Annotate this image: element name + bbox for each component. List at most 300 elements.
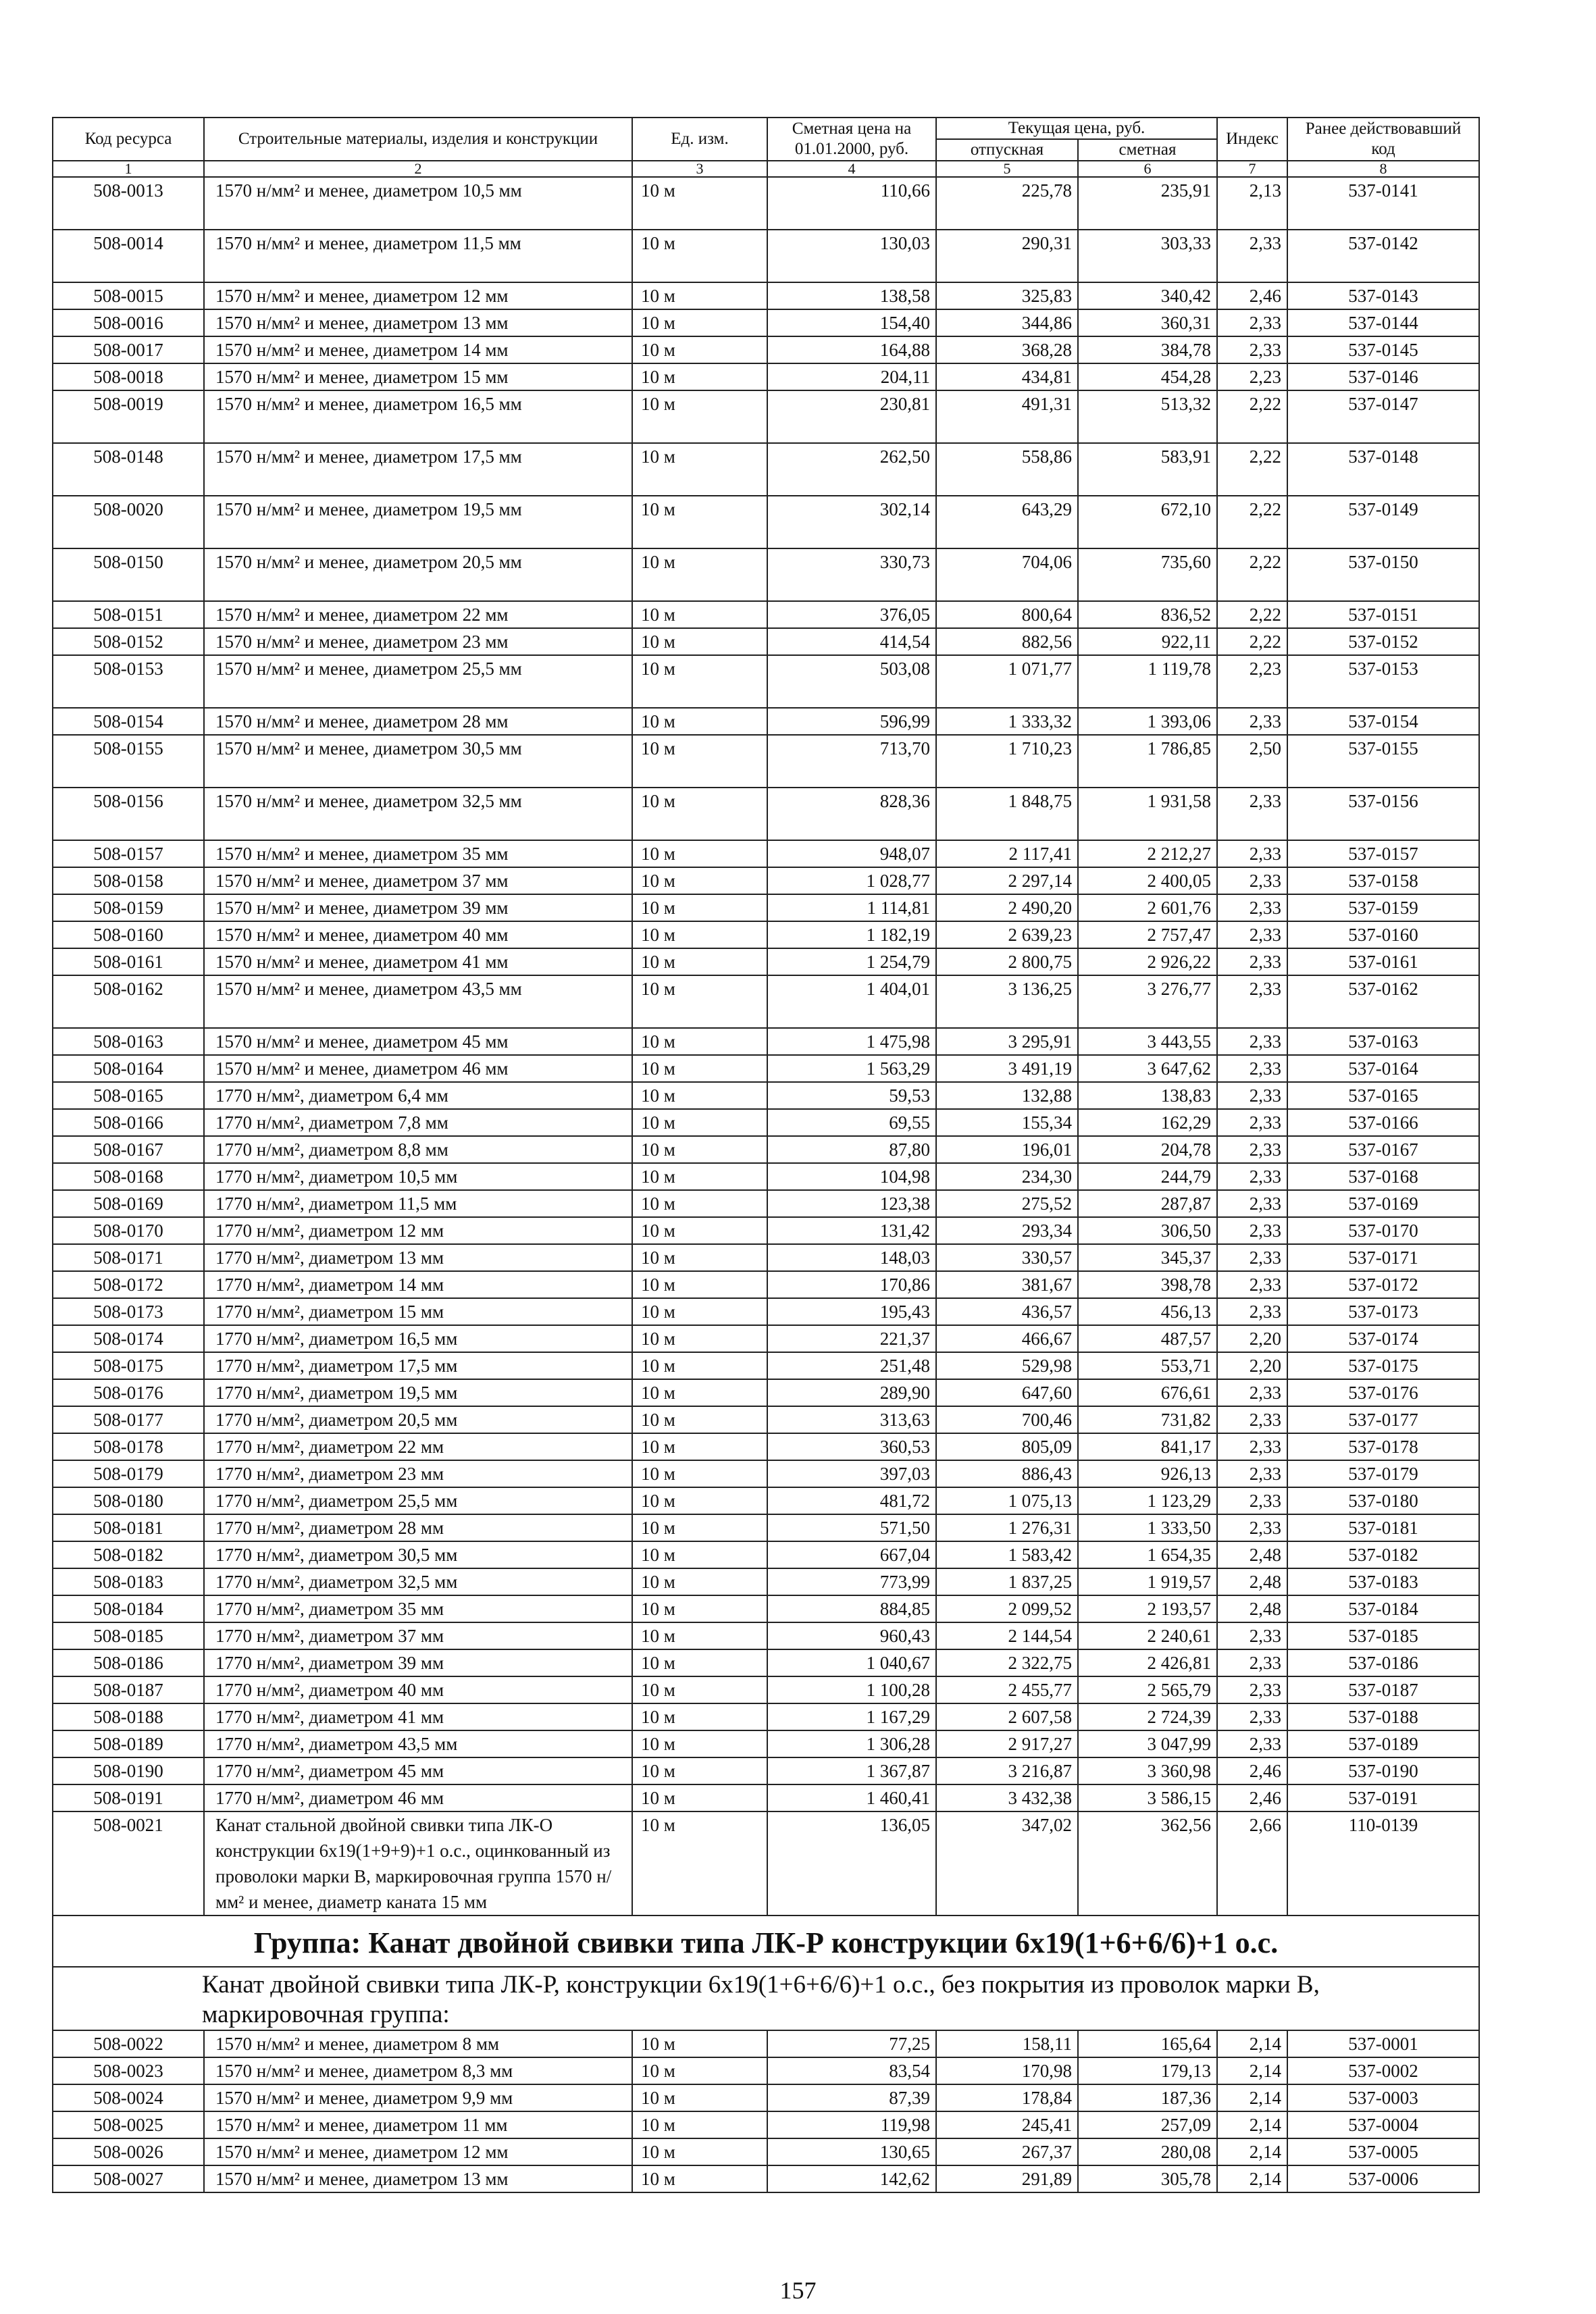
material-name-cell: 1770 н/мм², диаметром 23 мм: [204, 1460, 632, 1487]
release-price-cell: 132,88: [936, 1082, 1078, 1109]
base-price-cell: 77,25: [767, 2030, 936, 2057]
material-name-cell: 1770 н/мм², диаметром 22 мм: [204, 1433, 632, 1460]
group-title-row: [53, 1916, 1479, 1967]
previous-code-cell: 537-0158: [1287, 867, 1479, 894]
release-price-cell: 275,52: [936, 1190, 1078, 1217]
base-price-cell: 1 028,77: [767, 867, 936, 894]
index-cell: 2,33: [1217, 1136, 1287, 1163]
table-row: [53, 1730, 1479, 1757]
base-price-cell: 503,08: [767, 655, 936, 708]
base-price-cell: 828,36: [767, 788, 936, 840]
index-cell: 2,23: [1217, 655, 1287, 708]
estimate-price-cell: 306,50: [1078, 1217, 1217, 1244]
table-row: [53, 1109, 1479, 1136]
resource-code-cell: 508-0023: [53, 2057, 204, 2084]
base-price-cell: 230,81: [767, 390, 936, 443]
unit-cell: 10 м: [632, 1514, 767, 1541]
resource-code-cell: 508-0022: [53, 2030, 204, 2057]
group-title: Группа: Канат двойной свивки типа ЛК-Р конструкции 6х19(1+6+6/6)+1 о.с.: [53, 1916, 1479, 1967]
index-cell: 2,48: [1217, 1595, 1287, 1622]
previous-code-cell: 537-0150: [1287, 548, 1479, 601]
index-cell: 2,33: [1217, 867, 1287, 894]
table-row: [53, 1514, 1479, 1541]
base-price-cell: 1 114,81: [767, 894, 936, 921]
release-price-cell: 2 099,52: [936, 1595, 1078, 1622]
base-price-cell: 330,73: [767, 548, 936, 601]
resource-code-cell: 508-0160: [53, 921, 204, 948]
table-row: [53, 894, 1479, 921]
resource-code-cell: 508-0015: [53, 282, 204, 309]
resource-code-cell: 508-0148: [53, 443, 204, 496]
estimate-price-cell: 922,11: [1078, 628, 1217, 655]
material-name-cell: 1770 н/мм², диаметром 16,5 мм: [204, 1325, 632, 1352]
index-cell: 2,33: [1217, 1514, 1287, 1541]
estimate-price-cell: 735,60: [1078, 548, 1217, 601]
estimate-price-cell: 1 654,35: [1078, 1541, 1217, 1568]
table-row: [53, 1757, 1479, 1784]
material-name-cell: 1570 н/мм² и менее, диаметром 32,5 мм: [204, 788, 632, 840]
unit-cell: 10 м: [632, 1055, 767, 1082]
previous-code-cell: 537-0153: [1287, 655, 1479, 708]
material-name-cell: 1770 н/мм², диаметром 20,5 мм: [204, 1406, 632, 1433]
estimate-price-cell: 487,57: [1078, 1325, 1217, 1352]
resource-code-cell: 508-0017: [53, 336, 204, 363]
material-name-cell: 1770 н/мм², диаметром 15 мм: [204, 1298, 632, 1325]
estimate-price-cell: 1 333,50: [1078, 1514, 1217, 1541]
unit-cell: 10 м: [632, 975, 767, 1028]
material-name-cell: 1570 н/мм² и менее, диаметром 8 мм: [204, 2030, 632, 2057]
table-row: [53, 1352, 1479, 1379]
base-price-cell: 960,43: [767, 1622, 936, 1649]
resource-code-cell: 508-0016: [53, 309, 204, 336]
release-price-cell: 2 490,20: [936, 894, 1078, 921]
previous-code-cell: 537-0006: [1287, 2165, 1479, 2192]
resource-code-cell: 508-0165: [53, 1082, 204, 1109]
resource-code-cell: 508-0153: [53, 655, 204, 708]
previous-code-cell: 537-0148: [1287, 443, 1479, 496]
price-table-container: [52, 117, 1478, 2193]
resource-code-cell: 508-0182: [53, 1541, 204, 1568]
unit-cell: 10 м: [632, 840, 767, 867]
material-name-cell: 1570 н/мм² и менее, диаметром 43,5 мм: [204, 975, 632, 1028]
unit-cell: 10 м: [632, 921, 767, 948]
material-name-cell: 1770 н/мм², диаметром 41 мм: [204, 1703, 632, 1730]
material-name-cell: 1570 н/мм² и менее, диаметром 41 мм: [204, 948, 632, 975]
base-price-cell: 138,58: [767, 282, 936, 309]
table-row: [53, 2138, 1479, 2165]
estimate-price-cell: 235,91: [1078, 177, 1217, 230]
column-number: 3: [632, 161, 767, 177]
release-price-cell: 2 144,54: [936, 1622, 1078, 1649]
release-price-cell: 704,06: [936, 548, 1078, 601]
base-price-cell: 251,48: [767, 1352, 936, 1379]
resource-code-cell: 508-0177: [53, 1406, 204, 1433]
previous-code-cell: 537-0176: [1287, 1379, 1479, 1406]
release-price-cell: 700,46: [936, 1406, 1078, 1433]
column-number: 2: [204, 161, 632, 177]
index-cell: 2,46: [1217, 1784, 1287, 1811]
index-cell: 2,33: [1217, 230, 1287, 282]
base-price-cell: 204,11: [767, 363, 936, 390]
material-name-cell: 1570 н/мм² и менее, диаметром 46 мм: [204, 1055, 632, 1082]
previous-code-cell: 537-0181: [1287, 1514, 1479, 1541]
previous-code-cell: 537-0156: [1287, 788, 1479, 840]
table-row: [53, 735, 1479, 788]
unit-cell: 10 м: [632, 1325, 767, 1352]
release-price-cell: 293,34: [936, 1217, 1078, 1244]
release-price-cell: 158,11: [936, 2030, 1078, 2057]
table-row: [53, 655, 1479, 708]
unit-cell: 10 м: [632, 601, 767, 628]
previous-code-cell: 537-0175: [1287, 1352, 1479, 1379]
unit-cell: 10 м: [632, 1595, 767, 1622]
resource-code-cell: 508-0024: [53, 2084, 204, 2111]
unit-cell: 10 м: [632, 2030, 767, 2057]
index-cell: 2,33: [1217, 1163, 1287, 1190]
table-row: [53, 2084, 1479, 2111]
table-row: [53, 390, 1479, 443]
table-body-main: [53, 177, 1479, 1916]
base-price-cell: 596,99: [767, 708, 936, 735]
release-price-cell: 2 800,75: [936, 948, 1078, 975]
resource-code-cell: 508-0158: [53, 867, 204, 894]
release-price-cell: 647,60: [936, 1379, 1078, 1406]
estimate-price-cell: 2 212,27: [1078, 840, 1217, 867]
unit-cell: 10 м: [632, 1028, 767, 1055]
resource-code-cell: 508-0185: [53, 1622, 204, 1649]
unit-cell: 10 м: [632, 1487, 767, 1514]
column-number: 6: [1078, 161, 1217, 177]
release-price-cell: 267,37: [936, 2138, 1078, 2165]
index-cell: 2,33: [1217, 1703, 1287, 1730]
material-name-cell: 1570 н/мм² и менее, диаметром 39 мм: [204, 894, 632, 921]
table-row: [53, 1271, 1479, 1298]
material-name-cell: 1570 н/мм² и менее, диаметром 8,3 мм: [204, 2057, 632, 2084]
resource-code-cell: 508-0018: [53, 363, 204, 390]
material-name-cell: 1570 н/мм² и менее, диаметром 12 мм: [204, 2138, 632, 2165]
index-cell: 2,33: [1217, 1298, 1287, 1325]
unit-cell: 10 м: [632, 177, 767, 230]
unit-cell: 10 м: [632, 443, 767, 496]
unit-cell: 10 м: [632, 1622, 767, 1649]
table-row: [53, 840, 1479, 867]
estimate-price-cell: 1 123,29: [1078, 1487, 1217, 1514]
resource-code-cell: 508-0180: [53, 1487, 204, 1514]
estimate-price-cell: 2 757,47: [1078, 921, 1217, 948]
resource-code-cell: 508-0184: [53, 1595, 204, 1622]
table-row: [53, 1460, 1479, 1487]
estimate-price-cell: 3 276,77: [1078, 975, 1217, 1028]
unit-cell: 10 м: [632, 655, 767, 708]
unit-cell: 10 м: [632, 1082, 767, 1109]
resource-code-cell: 508-0186: [53, 1649, 204, 1676]
release-price-cell: 2 639,23: [936, 921, 1078, 948]
index-cell: 2,33: [1217, 948, 1287, 975]
previous-code-cell: 537-0182: [1287, 1541, 1479, 1568]
material-name-cell: 1570 н/мм² и менее, диаметром 14 мм: [204, 336, 632, 363]
column-number: 8: [1287, 161, 1479, 177]
release-price-cell: 491,31: [936, 390, 1078, 443]
material-name-cell: 1570 н/мм² и менее, диаметром 17,5 мм: [204, 443, 632, 496]
resource-code-cell: 508-0156: [53, 788, 204, 840]
table-row: [53, 2030, 1479, 2057]
table-row: [53, 1379, 1479, 1406]
previous-code-cell: 537-0185: [1287, 1622, 1479, 1649]
base-price-cell: 1 040,67: [767, 1649, 936, 1676]
base-price-cell: 313,63: [767, 1406, 936, 1433]
index-cell: 2,22: [1217, 496, 1287, 548]
estimate-price-cell: 3 443,55: [1078, 1028, 1217, 1055]
estimate-price-cell: 287,87: [1078, 1190, 1217, 1217]
release-price-cell: 178,84: [936, 2084, 1078, 2111]
resource-code-cell: 508-0026: [53, 2138, 204, 2165]
estimate-price-cell: 2 926,22: [1078, 948, 1217, 975]
previous-code-cell: 537-0174: [1287, 1325, 1479, 1352]
material-name-cell: 1770 н/мм², диаметром 28 мм: [204, 1514, 632, 1541]
unit-cell: 10 м: [632, 948, 767, 975]
material-name-cell: 1570 н/мм² и менее, диаметром 16,5 мм: [204, 390, 632, 443]
column-number: 4: [767, 161, 936, 177]
base-price-cell: 302,14: [767, 496, 936, 548]
release-price-cell: 2 607,58: [936, 1703, 1078, 1730]
unit-cell: 10 м: [632, 1703, 767, 1730]
material-name-cell: 1770 н/мм², диаметром 19,5 мм: [204, 1379, 632, 1406]
resource-code-cell: 508-0021: [53, 1811, 204, 1916]
table-row: [53, 1784, 1479, 1811]
estimate-price-cell: 384,78: [1078, 336, 1217, 363]
release-price-cell: 245,41: [936, 2111, 1078, 2138]
unit-cell: 10 м: [632, 1568, 767, 1595]
material-name-cell: 1570 н/мм² и менее, диаметром 35 мм: [204, 840, 632, 867]
estimate-price-cell: 1 786,85: [1078, 735, 1217, 788]
estimate-price-cell: 2 601,76: [1078, 894, 1217, 921]
resource-code-cell: 508-0183: [53, 1568, 204, 1595]
index-cell: 2,48: [1217, 1541, 1287, 1568]
estimate-price-cell: 303,33: [1078, 230, 1217, 282]
index-cell: 2,46: [1217, 1757, 1287, 1784]
material-name-cell: 1570 н/мм² и менее, диаметром 30,5 мм: [204, 735, 632, 788]
base-price-cell: 154,40: [767, 309, 936, 336]
base-price-cell: 884,85: [767, 1595, 936, 1622]
material-name-cell: 1770 н/мм², диаметром 14 мм: [204, 1271, 632, 1298]
table-row: [53, 1082, 1479, 1109]
index-cell: 2,33: [1217, 840, 1287, 867]
estimate-price-cell: 2 565,79: [1078, 1676, 1217, 1703]
index-cell: 2,33: [1217, 1730, 1287, 1757]
estimate-price-cell: 841,17: [1078, 1433, 1217, 1460]
estimate-price-cell: 926,13: [1078, 1460, 1217, 1487]
resource-code-cell: 508-0162: [53, 975, 204, 1028]
resource-code-cell: 508-0178: [53, 1433, 204, 1460]
material-name-cell: 1570 н/мм² и менее, диаметром 23 мм: [204, 628, 632, 655]
base-price-cell: 170,86: [767, 1271, 936, 1298]
resource-code-cell: 508-0014: [53, 230, 204, 282]
table-row: [53, 601, 1479, 628]
index-cell: 2,33: [1217, 309, 1287, 336]
base-price-cell: 136,05: [767, 1811, 936, 1916]
unit-cell: 10 м: [632, 2165, 767, 2192]
estimate-price-cell: 513,32: [1078, 390, 1217, 443]
base-price-cell: 713,70: [767, 735, 936, 788]
unit-cell: 10 м: [632, 1676, 767, 1703]
index-cell: 2,22: [1217, 443, 1287, 496]
previous-code-cell: 537-0190: [1287, 1757, 1479, 1784]
unit-cell: 10 м: [632, 548, 767, 601]
previous-code-cell: 537-0179: [1287, 1460, 1479, 1487]
material-name-cell: 1770 н/мм², диаметром 40 мм: [204, 1676, 632, 1703]
estimate-price-cell: 3 586,15: [1078, 1784, 1217, 1811]
estimate-price-cell: 345,37: [1078, 1244, 1217, 1271]
index-cell: 2,33: [1217, 1109, 1287, 1136]
estimate-price-cell: 204,78: [1078, 1136, 1217, 1163]
base-price-cell: 119,98: [767, 2111, 936, 2138]
unit-cell: 10 м: [632, 2111, 767, 2138]
base-price-cell: 667,04: [767, 1541, 936, 1568]
base-price-cell: 1 182,19: [767, 921, 936, 948]
material-name-cell: 1770 н/мм², диаметром 12 мм: [204, 1217, 632, 1244]
resource-code-cell: 508-0013: [53, 177, 204, 230]
previous-code-cell: 537-0165: [1287, 1082, 1479, 1109]
material-name-cell: 1570 н/мм² и менее, диаметром 40 мм: [204, 921, 632, 948]
base-price-cell: 414,54: [767, 628, 936, 655]
index-cell: 2,20: [1217, 1325, 1287, 1352]
base-price-cell: 1 475,98: [767, 1028, 936, 1055]
index-cell: 2,13: [1217, 177, 1287, 230]
unit-cell: 10 м: [632, 788, 767, 840]
table-row: [53, 1703, 1479, 1730]
table-row: [53, 1811, 1479, 1916]
previous-code-cell: 537-0004: [1287, 2111, 1479, 2138]
previous-code-cell: 537-0149: [1287, 496, 1479, 548]
unit-cell: 10 м: [632, 2138, 767, 2165]
previous-code-cell: 537-0152: [1287, 628, 1479, 655]
table-row: [53, 1055, 1479, 1082]
estimate-price-cell: 2 400,05: [1078, 867, 1217, 894]
unit-cell: 10 м: [632, 1217, 767, 1244]
material-name-cell: 1770 н/мм², диаметром 11,5 мм: [204, 1190, 632, 1217]
table-row: [53, 1676, 1479, 1703]
estimate-price-cell: 583,91: [1078, 443, 1217, 496]
index-cell: 2,33: [1217, 1676, 1287, 1703]
base-price-cell: 69,55: [767, 1109, 936, 1136]
index-cell: 2,14: [1217, 2057, 1287, 2084]
release-price-cell: 196,01: [936, 1136, 1078, 1163]
resource-code-cell: 508-0152: [53, 628, 204, 655]
estimate-price-cell: 362,56: [1078, 1811, 1217, 1916]
material-name-cell: 1570 н/мм² и менее, диаметром 13 мм: [204, 2165, 632, 2192]
index-cell: 2,33: [1217, 708, 1287, 735]
unit-cell: 10 м: [632, 894, 767, 921]
release-price-cell: 558,86: [936, 443, 1078, 496]
previous-code-cell: 537-0180: [1287, 1487, 1479, 1514]
material-name-cell: 1770 н/мм², диаметром 35 мм: [204, 1595, 632, 1622]
base-price-cell: 1 100,28: [767, 1676, 936, 1703]
previous-code-cell: 537-0141: [1287, 177, 1479, 230]
index-cell: 2,14: [1217, 2165, 1287, 2192]
resource-code-cell: 508-0020: [53, 496, 204, 548]
header-unit: Ед. изм.: [632, 118, 767, 161]
table-row: [53, 708, 1479, 735]
release-price-cell: 3 432,38: [936, 1784, 1078, 1811]
release-price-cell: 290,31: [936, 230, 1078, 282]
estimate-price-cell: 731,82: [1078, 1406, 1217, 1433]
resource-code-cell: 508-0191: [53, 1784, 204, 1811]
base-price-cell: 131,42: [767, 1217, 936, 1244]
unit-cell: 10 м: [632, 735, 767, 788]
group-description: Канат двойной свивки типа ЛК-Р, конструкции 6х19(1+6+6/6)+1 о.с., без покрытия из проволок марки В, маркировочная группа:: [53, 1967, 1479, 2030]
previous-code-cell: 537-0143: [1287, 282, 1479, 309]
resource-code-cell: 508-0157: [53, 840, 204, 867]
unit-cell: 10 м: [632, 1811, 767, 1916]
table-header: [53, 118, 1479, 177]
table-row: [53, 230, 1479, 282]
previous-code-cell: 537-0163: [1287, 1028, 1479, 1055]
estimate-price-cell: 1 931,58: [1078, 788, 1217, 840]
unit-cell: 10 м: [632, 1298, 767, 1325]
previous-code-cell: 537-0162: [1287, 975, 1479, 1028]
release-price-cell: 3 295,91: [936, 1028, 1078, 1055]
table-row: [53, 282, 1479, 309]
material-name-cell: 1570 н/мм² и менее, диаметром 15 мм: [204, 363, 632, 390]
release-price-cell: 529,98: [936, 1352, 1078, 1379]
release-price-cell: 3 136,25: [936, 975, 1078, 1028]
resource-code-cell: 508-0190: [53, 1757, 204, 1784]
table-row: [53, 177, 1479, 230]
release-price-cell: 368,28: [936, 336, 1078, 363]
resource-code-cell: 508-0161: [53, 948, 204, 975]
index-cell: 2,33: [1217, 1028, 1287, 1055]
release-price-cell: 1 583,42: [936, 1541, 1078, 1568]
index-cell: 2,33: [1217, 894, 1287, 921]
material-name-cell: 1570 н/мм² и менее, диаметром 9,9 мм: [204, 2084, 632, 2111]
material-name-cell: 1570 н/мм² и менее, диаметром 13 мм: [204, 309, 632, 336]
estimate-price-cell: 1 119,78: [1078, 655, 1217, 708]
release-price-cell: 347,02: [936, 1811, 1078, 1916]
release-price-cell: 805,09: [936, 1433, 1078, 1460]
unit-cell: 10 м: [632, 1730, 767, 1757]
release-price-cell: 643,29: [936, 496, 1078, 548]
table-row: [53, 2165, 1479, 2192]
material-name-cell: 1770 н/мм², диаметром 37 мм: [204, 1622, 632, 1649]
index-cell: 2,33: [1217, 336, 1287, 363]
release-price-cell: 225,78: [936, 177, 1078, 230]
release-price-cell: 2 917,27: [936, 1730, 1078, 1757]
release-price-cell: 434,81: [936, 363, 1078, 390]
release-price-cell: 1 848,75: [936, 788, 1078, 840]
unit-cell: 10 м: [632, 309, 767, 336]
previous-code-cell: 537-0146: [1287, 363, 1479, 390]
resource-code-cell: 508-0173: [53, 1298, 204, 1325]
base-price-cell: 1 254,79: [767, 948, 936, 975]
unit-cell: 10 м: [632, 1460, 767, 1487]
base-price-cell: 164,88: [767, 336, 936, 363]
index-cell: 2,33: [1217, 1055, 1287, 1082]
unit-cell: 10 м: [632, 1649, 767, 1676]
index-cell: 2,14: [1217, 2138, 1287, 2165]
index-cell: 2,20: [1217, 1352, 1287, 1379]
estimate-price-cell: 2 193,57: [1078, 1595, 1217, 1622]
table-row: [53, 1487, 1479, 1514]
release-price-cell: 381,67: [936, 1271, 1078, 1298]
header-previous-code: Ранее действовавший код: [1287, 118, 1479, 161]
previous-code-cell: 537-0191: [1287, 1784, 1479, 1811]
estimate-price-cell: 305,78: [1078, 2165, 1217, 2192]
unit-cell: 10 м: [632, 1352, 767, 1379]
unit-cell: 10 м: [632, 282, 767, 309]
index-cell: 2,14: [1217, 2030, 1287, 2057]
index-cell: 2,33: [1217, 921, 1287, 948]
resource-code-cell: 508-0179: [53, 1460, 204, 1487]
